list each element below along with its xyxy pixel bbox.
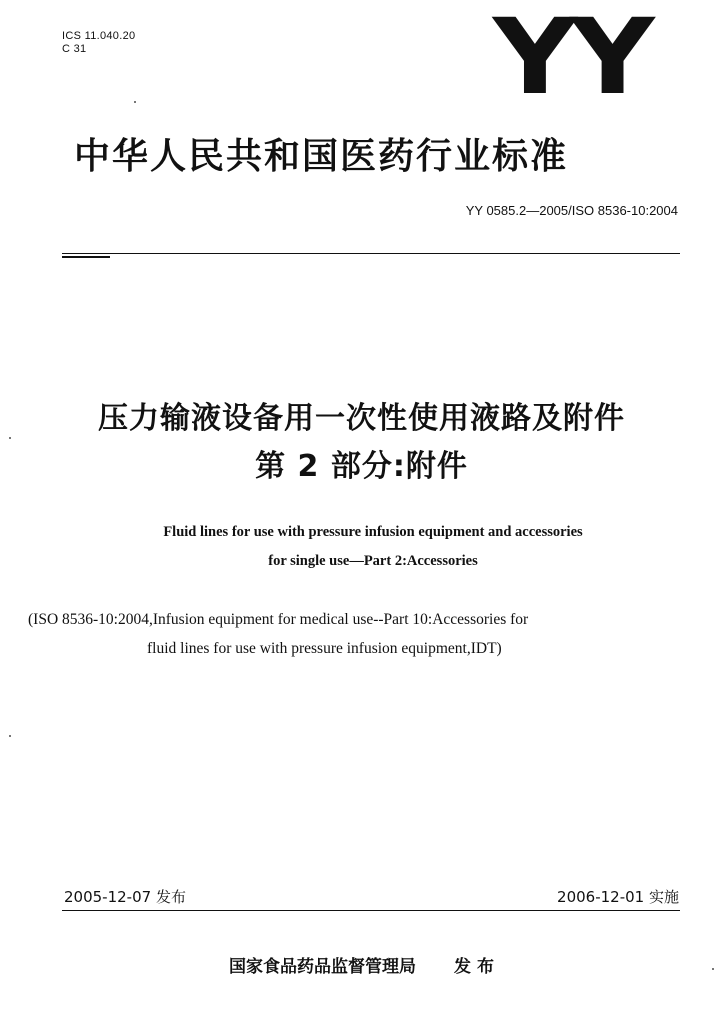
publish-label: 发 布 [454, 957, 494, 977]
iso-reference-line-1: (ISO 8536-10:2004,Infusion equipment for medical use--Part 10:Accessories for [28, 611, 529, 628]
english-title-line-2: for single use—Part 2:Accessories [268, 553, 478, 569]
publisher-name: 国家食品药品监督管理局 [229, 957, 417, 977]
yy-logo: YY [492, 0, 648, 118]
header-divider [62, 253, 680, 254]
english-title-line-1: Fluid lines for use with pressure infusion equipment and accessories [163, 524, 583, 540]
iso-reference-line-2: fluid lines for use with pressure infusion equipment,IDT) [147, 640, 502, 657]
publisher-line [0, 952, 723, 977]
standard-number: YY 0585.2—2005/ISO 8536-10:2004 [465, 203, 678, 218]
industry-standard-title: 中华人民共和国医药行业标准 [74, 136, 569, 177]
scan-speck [712, 968, 714, 970]
footer-divider [62, 910, 680, 911]
publication-date: 2005-12-07 发布 [64, 888, 186, 906]
chinese-title-line-1: 压力输液设备用一次性使用液路及附件 [98, 401, 625, 436]
scan-speck [9, 735, 11, 737]
scan-speck [134, 101, 136, 103]
implementation-date: 2006-12-01 实施 [557, 888, 679, 906]
header-divider-accent [62, 256, 110, 258]
ics-classification [62, 30, 135, 56]
scan-speck [9, 437, 11, 439]
chinese-title-line-2: 第 2 部分:附件 [255, 449, 468, 484]
ics-code: ICS 11.040.20 [62, 30, 136, 42]
ccs-code: C 31 [62, 43, 87, 55]
